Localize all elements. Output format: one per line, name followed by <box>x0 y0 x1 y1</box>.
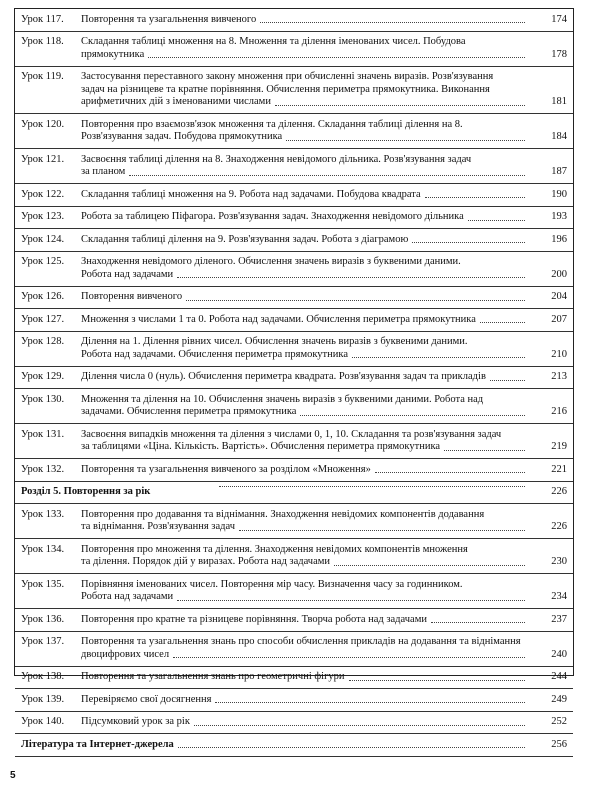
page-ref: 226 <box>551 521 567 532</box>
toc-entry <box>15 632 573 666</box>
dot-leader <box>178 747 525 748</box>
entry-line <box>81 234 529 247</box>
entry-line <box>81 556 529 569</box>
page-ref: 200 <box>551 268 567 280</box>
lesson-number: Урок 124. <box>21 233 65 245</box>
entry-line <box>81 349 529 362</box>
dot-leader <box>425 197 525 198</box>
dot-leader <box>349 680 525 681</box>
entry-title-text: Підсумковий урок за рік <box>81 716 190 727</box>
toc-entry <box>15 424 573 458</box>
dot-leader <box>275 105 525 106</box>
page-ref: 237 <box>551 613 567 625</box>
toc-entry <box>15 9 573 31</box>
entry-line <box>81 371 529 384</box>
entry-line <box>81 406 529 419</box>
entry-line <box>215 486 529 490</box>
lesson-number: Урок 138. <box>21 671 65 682</box>
lesson-number: Урок 125. <box>21 256 65 267</box>
dot-leader <box>173 657 525 658</box>
page-ref: 234 <box>551 591 567 602</box>
entry-title-text: Робота над задачами. Обчислення периметра прямокутника <box>81 348 348 360</box>
page-ref: 178 <box>551 48 567 60</box>
toc-entry <box>15 367 573 389</box>
entry-line <box>81 694 529 707</box>
lesson-number: Урок 129. <box>21 371 65 382</box>
entry-title-text: Розв'язування задач. Побудова прямокутника <box>81 131 283 142</box>
dot-leader <box>334 565 525 566</box>
entry-line <box>81 716 529 729</box>
lesson-number: Урок 123. <box>21 211 65 222</box>
section-title: Розділ 5. Повторення за рік <box>21 486 151 497</box>
lesson-number: Урок 128. <box>21 336 65 347</box>
dot-leader <box>490 380 525 381</box>
entry-title-text: Повторення про додавання та віднімання. Знаходження невідомих компонентів додавання <box>81 508 485 520</box>
entry-line <box>81 189 529 202</box>
page-ref: 252 <box>551 716 567 727</box>
entry-title-text: Ділення на 1. Ділення рівних чисел. Обчислення значень виразів з буквеними даними. <box>81 336 468 347</box>
toc-entry <box>15 287 573 309</box>
lesson-number: Урок 118. <box>21 36 64 47</box>
page-ref: 213 <box>551 371 567 382</box>
entry-title-text: Застосування переставного закону множення при обчисленні значень виразів. Розв'язування <box>81 71 494 82</box>
entry-line <box>81 614 529 627</box>
dot-leader <box>352 357 525 358</box>
entry-title-text: Складання таблиці множення на 9. Робота над задачами. Побудова квадрата <box>81 188 421 200</box>
toc-entry <box>15 32 573 66</box>
dot-leader <box>468 220 525 221</box>
entry-title-text: задачами. Обчислення периметра прямокутника <box>81 406 297 417</box>
toc-entry <box>15 574 573 608</box>
toc-entry <box>15 389 573 423</box>
entry-line <box>81 464 529 477</box>
entry-title-text: Множення з числами 1 та 0. Робота над задачами. Обчислення периметра прямокутника <box>81 313 476 325</box>
lesson-number: Урок 126. <box>21 291 65 302</box>
entry-title-text: Знаходження невідомого діленого. Обчислення значень виразів з буквеними даними. <box>81 256 461 267</box>
dot-leader <box>219 486 525 487</box>
toc-entry <box>15 114 573 148</box>
dot-leader <box>300 415 525 416</box>
page-ref: 244 <box>551 671 567 682</box>
dot-leader <box>148 57 525 58</box>
lesson-number: Урок 136. <box>21 613 65 625</box>
entry-title-text: Складання таблиці множення на 8. Множення та ділення іменованих чисел. Побудова <box>81 36 466 47</box>
dot-leader <box>431 622 525 623</box>
entry-line <box>81 314 529 327</box>
entry-line <box>81 671 529 684</box>
entry-title-text: Повторення та узагальнення знань про способи обчислення прикладів на додавання та віднімання <box>81 636 521 647</box>
page-ref: 240 <box>551 648 567 660</box>
entry-title-text: двоцифрових чисел <box>81 648 170 660</box>
entry-title-text: Складання таблиці ділення на 9. Розв'язування задач. Робота з діаграмою <box>81 233 409 245</box>
dot-leader <box>177 277 525 278</box>
page-ref: 196 <box>551 233 567 245</box>
page-ref: 210 <box>551 348 567 360</box>
toc-entry <box>15 609 573 631</box>
lesson-number: Урок 137. <box>21 636 65 647</box>
lesson-number: Урок 130. <box>21 393 65 405</box>
toc-entry <box>15 689 573 711</box>
entry-title-text: Робота над задачами <box>81 591 174 602</box>
lesson-number: Урок 122. <box>21 188 65 200</box>
lesson-number: Урок 117. <box>21 13 64 25</box>
table-of-contents <box>14 8 574 750</box>
toc-entry <box>15 504 573 538</box>
entry-title-text: Література та Інтернет-джерела <box>21 738 174 750</box>
toc-entry <box>15 184 573 206</box>
entry-line <box>81 649 529 662</box>
toc-entry <box>15 459 573 481</box>
lesson-number: Урок 134. <box>21 543 65 555</box>
toc-entry <box>15 229 573 251</box>
entry-line <box>81 96 529 109</box>
entry-line <box>81 49 529 62</box>
page-ref: 204 <box>551 291 567 302</box>
dot-leader <box>260 22 525 23</box>
page-ref: 207 <box>551 313 567 325</box>
entry-title-text: Повторення та узагальнення вивченого за розділом «Множення» <box>81 463 371 475</box>
toc-entry <box>15 712 573 734</box>
page-ref: 230 <box>551 556 567 567</box>
entry-title-text: Перевіряємо свої досягнення <box>81 693 212 705</box>
entry-title-text: задач на різницеве та кратне порівняння. Обчислення периметра прямокутника. Виконання <box>81 83 490 95</box>
page-ref: 181 <box>551 96 567 107</box>
entry-line <box>21 739 529 752</box>
page-ref: 174 <box>551 13 567 25</box>
lesson-number: Урок 139. <box>21 693 65 705</box>
page-ref: 221 <box>551 463 567 475</box>
entry-title-text: Повторення вивченого <box>81 291 183 302</box>
entry-title-text: Множення та ділення на 10. Обчислення значень виразів з буквеними даними. Робота над <box>81 393 484 405</box>
toc-entry <box>15 207 573 229</box>
section-heading <box>15 482 573 504</box>
entry-title-text: Порівняння іменованих чисел. Повторення мір часу. Визначення часу за годинником. <box>81 578 463 590</box>
page-ref: 256 <box>551 738 567 750</box>
lesson-number: Урок 131. <box>21 428 65 440</box>
entry-line <box>81 521 529 534</box>
entry-title-text: Повторення та узагальнення знань про геометричні фігури <box>81 671 345 682</box>
row-divider <box>15 756 573 757</box>
entry-line <box>81 441 529 454</box>
page-ref: 193 <box>551 211 567 222</box>
entry-title-text: арифметичних дій з іменованими числами <box>81 96 271 107</box>
page-ref: 226 <box>551 486 567 497</box>
lesson-number: Урок 119. <box>21 71 64 82</box>
entry-line <box>81 166 529 179</box>
lesson-number: Урок 135. <box>21 578 65 590</box>
page-ref: 219 <box>551 441 567 452</box>
entry-title-text: Повторення про кратне та різницеве порівняння. Творча робота над задачами <box>81 613 427 625</box>
dot-leader <box>239 530 525 531</box>
entry-title-text: Ділення числа 0 (нуль). Обчислення периметра квадрата. Розв'язування задач та прикладів <box>81 371 486 382</box>
dot-leader <box>412 242 525 243</box>
entry-title-text: за таблицями «Ціна. Кількість. Вартість». Обчислення периметра прямокутника <box>81 441 441 452</box>
dot-leader <box>480 322 525 323</box>
page-ref: 187 <box>551 166 567 177</box>
lesson-number: Урок 132. <box>21 463 65 475</box>
dot-leader <box>194 725 525 726</box>
page-number: 5 <box>10 770 16 781</box>
dot-leader <box>215 702 525 703</box>
references-entry <box>15 734 573 756</box>
entry-line <box>81 591 529 604</box>
toc-entry <box>15 332 573 366</box>
entry-title-text: Повторення про множення та ділення. Знаходження невідомих компонентів множення <box>81 543 468 555</box>
lesson-number: Урок 133. <box>21 508 65 520</box>
entry-line <box>81 131 529 144</box>
dot-leader <box>186 300 525 301</box>
page-ref: 190 <box>551 188 567 200</box>
entry-line <box>81 211 529 224</box>
toc-entry <box>15 67 573 114</box>
dot-leader <box>375 472 525 473</box>
lesson-number: Урок 127. <box>21 313 65 325</box>
entry-title-text: Робота за таблицею Піфагора. Розв'язування задач. Знаходження невідомого дільника <box>81 211 464 222</box>
entry-title-text: Засвоєння таблиці ділення на 8. Знаходження невідомого дільника. Розв'язування задач <box>81 153 472 165</box>
entry-title-text: Робота над задачами <box>81 268 174 280</box>
toc-entry <box>15 539 573 573</box>
toc-entry <box>15 149 573 183</box>
dot-leader <box>444 450 525 451</box>
lesson-number: Урок 120. <box>21 118 65 130</box>
dot-leader <box>286 140 525 141</box>
page-ref: 216 <box>551 406 567 417</box>
entry-line <box>81 291 529 304</box>
dot-leader <box>129 175 525 176</box>
page-ref: 249 <box>551 693 567 705</box>
toc-entry <box>15 252 573 286</box>
entry-line <box>81 269 529 282</box>
entry-line <box>81 14 529 27</box>
dot-leader <box>177 600 525 601</box>
entry-title-text: Повторення про взаємозв'язок множення та ділення. Складання таблиці ділення на 8. <box>81 118 463 130</box>
lesson-number: Урок 140. <box>21 716 65 727</box>
entry-title-text: прямокутника <box>81 48 145 60</box>
toc-entry <box>15 667 573 689</box>
entry-title-text: та віднімання. Розв'язування задач <box>81 521 235 532</box>
page-ref: 184 <box>551 131 567 142</box>
entry-title-text: Повторення та узагальнення вивченого <box>81 13 257 25</box>
toc-entry <box>15 309 573 331</box>
entry-title-text: за планом <box>81 166 126 177</box>
entry-title-text: та ділення. Порядок дій у виразах. Робота над задачами <box>81 556 331 567</box>
lesson-number: Урок 121. <box>21 153 65 165</box>
entry-title-text: Засвоєння випадків множення та ділення з числами 0, 1, 10. Складання та розв'язування задач <box>81 428 502 440</box>
